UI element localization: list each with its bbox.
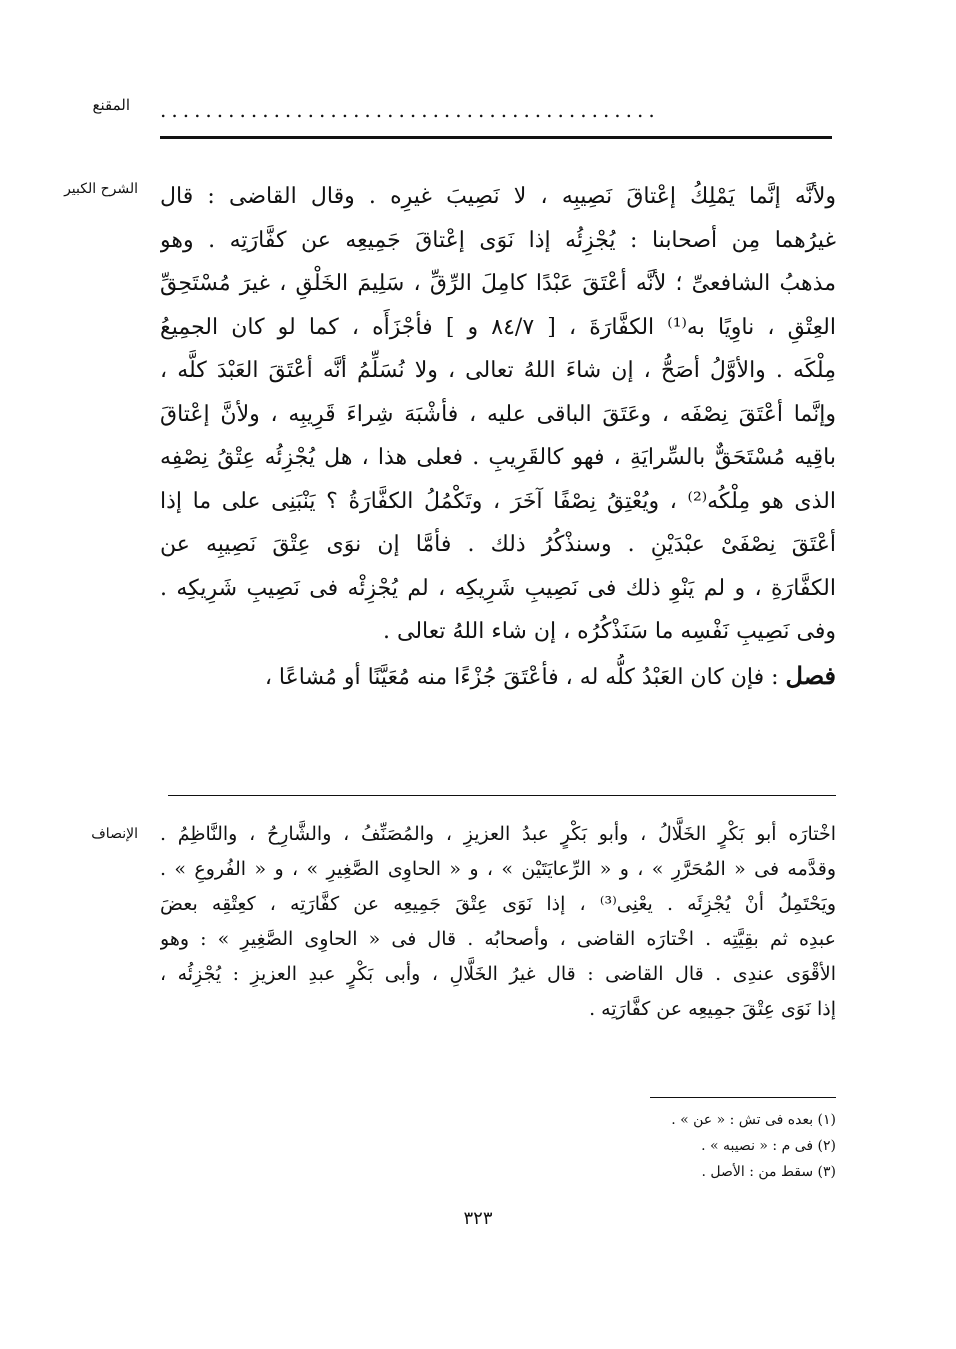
insaf-line: إذا نَوَى عِتْقَ جمِيعِه عن كفَّارَتِه . xyxy=(589,998,836,1020)
footnote-rule xyxy=(650,1097,836,1098)
section-divider xyxy=(168,795,836,796)
insaf-line: عبدِه ثم بقِيَّتِه . اخْتارَه القاضى ، وأصحابُه . قال فى « الحاوِى الصَّغِيرِ » : وهو xyxy=(160,928,836,950)
insaf-section-label: الإنصاف xyxy=(91,826,138,842)
footnote-item: (٢) فى م : « نصيبه » . xyxy=(701,1138,836,1154)
page-number: ٣٢٣ xyxy=(463,1208,493,1229)
header-dotted-line: ............................................ xyxy=(160,100,660,120)
sharh-line: باقِيه مُسْتَحَقٌّ بالسِّرايَةِ ، فهو كالقَرِيبِ . فعلى هذا ، هل يُجْزِئُه عِتْقُ نِصْفِه xyxy=(160,445,836,470)
fasl-line xyxy=(160,654,836,700)
footnote-item: (٣) سقط من : الأصل . xyxy=(701,1164,836,1180)
sharh-line: مذهبُ الشافعىِّ ؛ لأنَّه أعْتَقَ عَبْدًا كامِلَ الرِّقِّ ، سَلِيمَ الخَلْقِ ، غيرَ مُسْتَحِقِّ xyxy=(160,271,836,296)
header-rule xyxy=(160,136,832,139)
sharh-line: وفى نَصِيبِ نَفْسِه ما سَنَذْكُرُه ، إن شاء اللهُ تعالى . xyxy=(383,619,836,644)
fasl-heading: فصل xyxy=(785,660,836,690)
sharh-text xyxy=(160,175,836,699)
sharh-section-label: الشرح الكبير xyxy=(64,181,138,197)
insaf-line: اخْتارَه أبو بَكْرٍ الخَلَّالُ ، وأبو بَكْرٍ عبدُ العزيزِ ، والمُصَنِّفُ ، والشَّارِحُ ، والنَّاظِمُ . xyxy=(160,823,836,845)
sharh-line: الكفَّارَةِ ، و لم يَنْوِ ذلك فى نَصِيبِ شَرِيكِه ، لم يُجْزِئْه فى نَصِيبِ شَرِيكِه . xyxy=(160,575,836,601)
insaf-line: الأقْوَى عندِى . قال القاضى : قال غيرُ الخَلَّالِ ، وأبى بَكْرٍ عبدِ العزيزِ : يُجْزِئُه ، xyxy=(160,963,836,985)
insaf-line: ويَحْتَمِلُ أنْ يُجْزِئَه . يعْنِى⁽³⁾ ، إذا نَوَى عِتْقَ جَمِيعِه عن كفَّارَتِه ، كعِتْقِه بعضَ xyxy=(160,893,836,915)
sharh-line: ولأنَّه إنَّما يَمْلِكُ إعْتاقَ نَصِيبِه ، لا نَصِيبَ غيرِه . وقال القاضى : قال xyxy=(160,184,836,209)
footnotes xyxy=(400,1107,836,1185)
sharh-line: وإنَّما أعْتَقَ نِصْفَه ، وعَتَقَ الباقى عليه ، فأشْبَهَ شِراءَ قَرِيبِه ، ولأنَّ إعْتاقَ xyxy=(160,401,836,427)
fasl-text: : فإن كان العَبْدُ كلُّه له ، فأعْتَقَ جُزْءًا منه مُعَيَّنًا أو مُشاعًا ، xyxy=(264,664,779,690)
insaf-text xyxy=(160,817,836,1027)
running-header-title: المقنع xyxy=(92,96,130,114)
sharh-line: الذى هو مِلْكُه⁽²⁾ ، ويُعْتِقُ نِصْفًا آخَرَ ، وتَكْمُلُ الكفَّارَةُ ؟ يَنْبَنِى على ما إذا xyxy=(160,488,836,514)
sharh-line: أعْتَقَ نِصْفَىْ عبْدَيْنِ . وسنذْكُرُ ذلك . فأمَّا إن نوَى عِتْقَ نَصِيبِه عن xyxy=(160,532,836,557)
footnote-item: (١) بعده فى تش : « عن » . xyxy=(671,1112,836,1128)
sharh-line: غيرُهما مِن أصحابنا : يُجْزِئُه إذا نَوَى إعْتاقَ جَمِيعِه عن كفَّارَتِه . وهو xyxy=(160,227,836,253)
sharh-line: مِلْكَه . والأوَّلُ أصَحُّ ، إن شاءَ اللهُ تعالى ، ولا نُسَلِّمُ أنَّه أعْتَقَ العَبْدَ كلَّه ، xyxy=(160,358,836,383)
sharh-line: العِتْقِ ، ناوِيًا به⁽¹⁾ الكفَّارَةَ ، [ ٨٤/٧ و ] فأجْزَأَه ، كما لو كان الجمِيعُ xyxy=(160,314,836,340)
insaf-line: وقدَّمه فى « المُحَرَّرِ » ، و « الرِّعايَتَيْن » ، و « الحاوِى الصَّغِيرِ » ، و « الفُروعِ » . xyxy=(160,858,836,880)
